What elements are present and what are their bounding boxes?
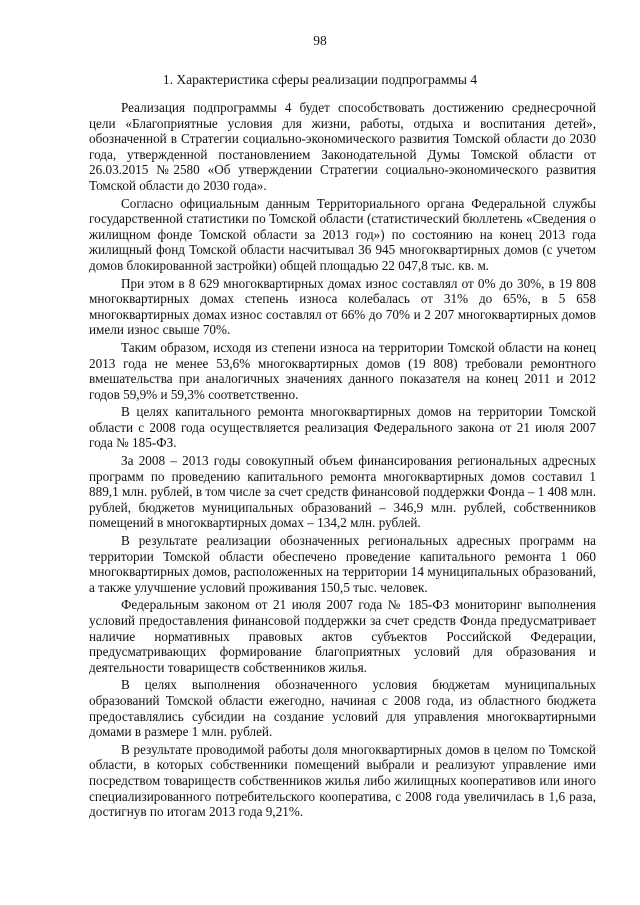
- paragraph-5: В целях капитального ремонта многоквартирных домов на территории Томской области с 2008 года осуществляется реализация Федерального закона от 21 июля 2007 года № 185-ФЗ.: [89, 404, 596, 451]
- paragraph-8: Федеральным законом от 21 июля 2007 года № 185-ФЗ мониторинг выполнения условий предоставления финансовой поддержки за счет средств Фонда предусматривает наличие нормативных правовых актов субъектов Российской Федерации, предусматривающих формирование благоприятных условий для образования и деятельности товариществ собственников жилья.: [89, 597, 596, 675]
- paragraph-3: При этом в 8 629 многоквартирных домах износ составлял от 0% до 30%, в 19 808 многоквартирных домах степень износа колебалась от 31% до 65%, в 5 658 многоквартирных домах износ составлял от 66% до 70% и 2 207 многоквартирных домов имели износ свыше 70%.: [89, 275, 596, 338]
- paragraph-2: Согласно официальным данным Территориального органа Федеральной службы государственной статистики по Томской области (статистический бюллетень «Сведения о жилищном фонде Томской области за 2013 год») по состоянию на конец 2013 года жилищный фонд Томской области насчитывал 36 945 многоквартирных домов (с учетом домов блокированной застройки) общей площадью 22 047,8 тыс. кв. м.: [89, 195, 596, 273]
- body-text: [89, 100, 596, 820]
- paragraph-7: В результате реализации обозначенных региональных адресных программ на территории Томской области обеспечено проведение капитального ремонта 1 060 многоквартирных домов, расположенных на территории 14 муниципальных образований, а также улучшение условий проживания 150,5 тыс. человек.: [89, 533, 596, 595]
- paragraph-10: В результате проводимой работы доля многоквартирных домов в целом по Томской области, в которых собственники помещений выбрали и реализуют управление ими посредством товариществ собственников жилья либо жилищных кооперативов или иного специализированного потребительского кооператива, с 2008 года увеличилась в 1,6 раза, достигнув по итогам 2013 года 9,21%.: [89, 741, 596, 820]
- paragraph-4: Таким образом, исходя из степени износа на территории Томской области на конец 2013 года не менее 53,6% многоквартирных домов (19 808) требовали ремонтного вмешательства при аналогичных значениях данного показателя на конец 2011 и 2012 годов 59,9% и 59,3% соответственно.: [89, 339, 596, 402]
- page-number: 98: [313, 33, 327, 48]
- paragraph-6: За 2008 – 2013 годы совокупный объем финансирования региональных адресных программ по проведению капитального ремонта многоквартирных домов составил 1 889,1 млн. рублей, в том числе за счет средств финансовой поддержки Фонда – 1 408 млн. рублей, бюджетов муниципальных образований – 346,9 млн. рублей, собственников помещений в многоквартирных домах – 134,2 млн. рублей.: [89, 453, 596, 531]
- paragraph-9: В целях выполнения обозначенного условия бюджетам муниципальных образований Томской области ежегодно, начиная с 2008 года, из областного бюджета предоставлялись субсидии на создание условий для управления многоквартирными домами в размере 1 млн. рублей.: [89, 677, 596, 740]
- paragraph-1: Реализация подпрограммы 4 будет способствовать достижению среднесрочной цели «Благоприятные условия для жизни, работы, отдыха и воспитания детей», обозначенной в Стратегии социально-экономического развития Томской области до 2030 года, утвержденной постановлением Законодательной Думы Томской области от 26.03.2015 №2580 «Об утверждении Стратегии социально-экономического развития Томской области до 2030 года».: [89, 100, 596, 193]
- section-title: 1. Характеристика сферы реализации подпрограммы 4: [162, 72, 478, 87]
